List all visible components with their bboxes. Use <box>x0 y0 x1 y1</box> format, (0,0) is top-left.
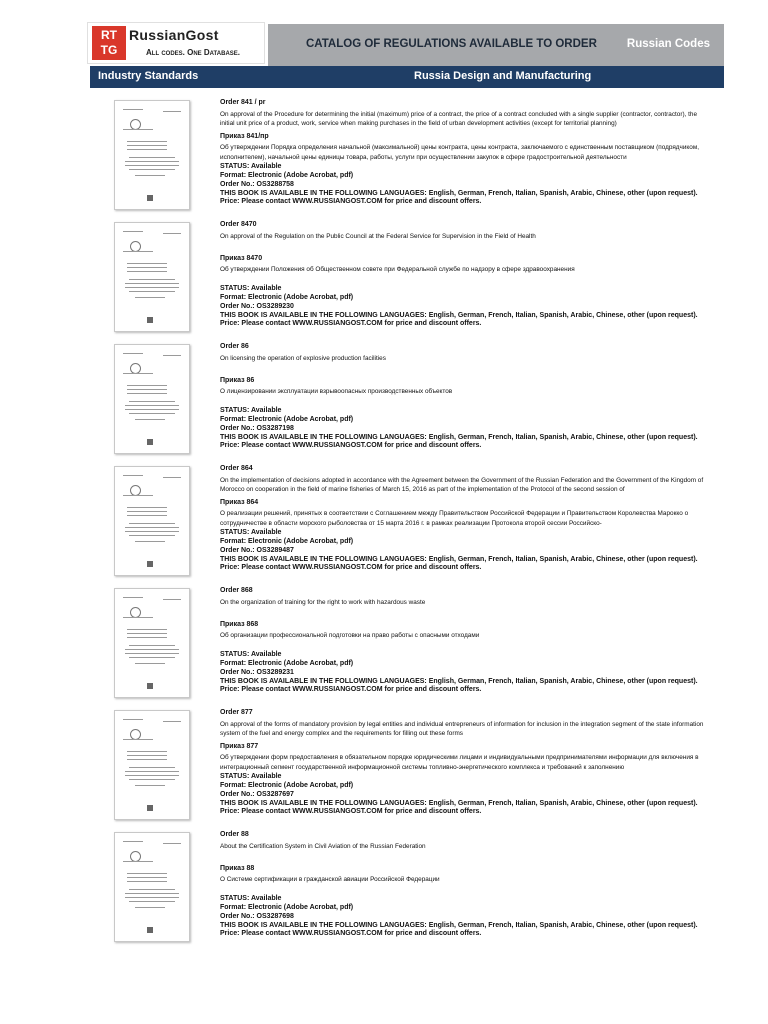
logo[interactable] <box>87 22 265 64</box>
thumbnail-line <box>163 477 181 478</box>
thumbnail-line <box>127 759 167 760</box>
document-thumbnail[interactable] <box>114 710 190 820</box>
thumbnail-line <box>127 515 167 516</box>
order-number-ru: Приказ 864 <box>220 498 259 506</box>
status: STATUS: Available <box>220 773 282 781</box>
thumbnail-line <box>125 283 179 284</box>
thumbnail-line <box>129 901 175 902</box>
entry-text <box>220 220 704 329</box>
description-en: On approval of the Procedure for determining the initial (maximum) price of a contract, the price of a contract concluded with a single supplier (contractor, contractor), the initial unit price of a product, work, service when making purchases in the field of urban development activities (except for territorial planning) <box>220 110 698 128</box>
order-number-en: Order 841 / pr <box>220 99 266 106</box>
thumbnail-line <box>129 535 175 536</box>
entry-text <box>220 98 704 207</box>
logo-tagline: All codes. One Database. <box>146 48 241 57</box>
entry-text <box>220 342 704 451</box>
order-number-en: Order 86 <box>220 343 249 350</box>
price-link[interactable]: Price: Please contact WWW.RUSSIANGOST.COM for price and discount offers. <box>220 686 482 694</box>
thumbnail-line <box>123 719 143 720</box>
order-no: Order No.: OS3289230 <box>220 302 294 310</box>
thumbnail-line <box>123 109 143 110</box>
thumbnail-line <box>127 637 167 638</box>
thumbnail-line <box>125 409 179 410</box>
thumbnail-line <box>127 267 167 268</box>
thumbnail-line <box>127 881 167 882</box>
thumbnail-line <box>129 413 175 414</box>
thumbnail-line <box>125 653 179 654</box>
thumbnail-line <box>147 683 153 689</box>
languages: THIS BOOK IS AVAILABLE IN THE FOLLOWING LANGUAGES: English, German, French, Italian, Spanish, Arabic, Chinese, other (upon request). <box>220 433 698 441</box>
entry-text <box>220 830 704 939</box>
thumbnail-line <box>163 111 181 112</box>
thumbnail-line <box>127 145 167 146</box>
thumbnail-line <box>125 287 179 288</box>
order-number-en: Order 8470 <box>220 221 257 228</box>
thumbnail-line <box>127 141 167 142</box>
thumbnail-line <box>163 599 181 600</box>
thumbnail-line <box>125 649 179 650</box>
thumbnail-line <box>127 873 167 874</box>
thumbnail-line <box>129 401 175 402</box>
thumbnail-line <box>127 751 167 752</box>
thumbnail-line <box>127 511 167 512</box>
order-no: Order No.: OS3289487 <box>220 546 294 554</box>
document-thumbnail[interactable] <box>114 344 190 454</box>
order-number-en: Order 868 <box>220 587 253 594</box>
thumbnail-line <box>163 355 181 356</box>
thumbnail-line <box>125 897 179 898</box>
format: Format: Electronic (Adobe Acrobat, pdf) <box>220 659 354 667</box>
thumbnail-line <box>127 877 167 878</box>
order-number-en: Order 864 <box>220 465 253 472</box>
thumbnail-line <box>147 805 153 811</box>
thumbnail-line <box>125 161 179 162</box>
thumbnail-line <box>125 405 179 406</box>
document-thumbnail[interactable] <box>114 832 190 942</box>
languages: THIS BOOK IS AVAILABLE IN THE FOLLOWING LANGUAGES: English, German, French, Italian, Spanish, Arabic, Chinese, other (upon request). <box>220 311 698 319</box>
order-number-en: Order 88 <box>220 831 249 838</box>
order-number-ru: Приказ 88 <box>220 864 255 872</box>
thumbnail-line <box>125 527 179 528</box>
languages: THIS BOOK IS AVAILABLE IN THE FOLLOWING LANGUAGES: English, German, French, Italian, Spanish, Arabic, Chinese, other (upon request). <box>220 555 698 563</box>
thumbnail-line <box>125 771 179 772</box>
thumbnail-line <box>163 721 181 722</box>
document-thumbnail[interactable] <box>114 100 190 210</box>
thumbnail-line <box>135 785 165 786</box>
thumbnail-line <box>127 263 167 264</box>
catalog-title: CATALOG OF REGULATIONS AVAILABLE TO ORDER <box>306 38 597 50</box>
order-number-ru: Приказ 868 <box>220 620 259 628</box>
thumbnail-line <box>147 317 153 323</box>
thumbnail-line <box>135 297 165 298</box>
thumbnail-line <box>147 561 153 567</box>
price-link[interactable]: Price: Please contact WWW.RUSSIANGOST.COM for price and discount offers. <box>220 808 482 816</box>
order-no: Order No.: OS3287698 <box>220 912 294 920</box>
thumbnail-line <box>123 861 153 862</box>
thumbnail-line <box>135 663 165 664</box>
thumbnail-line <box>123 231 143 232</box>
status: STATUS: Available <box>220 407 282 415</box>
thumbnail-line <box>127 149 167 150</box>
languages: THIS BOOK IS AVAILABLE IN THE FOLLOWING LANGUAGES: English, German, French, Italian, Spanish, Arabic, Chinese, other (upon request). <box>220 189 698 197</box>
thumbnail-line <box>129 645 175 646</box>
format: Format: Electronic (Adobe Acrobat, pdf) <box>220 781 354 789</box>
logo-mark: RT TG <box>92 26 126 60</box>
document-thumbnail[interactable] <box>114 222 190 332</box>
format: Format: Electronic (Adobe Acrobat, pdf) <box>220 903 354 911</box>
thumbnail-line <box>129 767 175 768</box>
order-number-ru: Приказ 877 <box>220 742 259 750</box>
description-en: On the implementation of decisions adopted in accordance with the Agreement between the Government of the Russian Federation and the Government of the Kingdom of Morocco on cooperation in the field of marine fisheries of March 15, 2016 as part of the implementation of the Protocol of the second session of <box>220 476 704 494</box>
thumbnail-line <box>123 251 153 252</box>
thumbnail-line <box>123 353 143 354</box>
price-link[interactable]: Price: Please contact WWW.RUSSIANGOST.COM for price and discount offers. <box>220 930 482 938</box>
thumbnail-line <box>127 389 167 390</box>
thumbnail-line <box>127 633 167 634</box>
order-number-ru: Приказ 841/пр <box>220 132 269 140</box>
thumbnail-line <box>135 541 165 542</box>
description-ru: Об утверждении Порядка определения начальной (максимальной) цены контракта, цены контракта, заключаемого с единственным поставщиком (подрядчиком, исполнителем), начальной цены единицы товара, работы, услуги при осуществлении закупок в сфере градостроительной деятельности <box>220 144 700 161</box>
section-bar <box>90 66 724 88</box>
languages: THIS BOOK IS AVAILABLE IN THE FOLLOWING LANGUAGES: English, German, French, Italian, Spanish, Arabic, Chinese, other (upon request). <box>220 677 698 685</box>
section-russia-design: Russia Design and Manufacturing <box>414 70 592 82</box>
thumbnail-line <box>123 617 153 618</box>
thumbnail-line <box>129 157 175 158</box>
thumbnail-line <box>123 495 153 496</box>
thumbnail-line <box>125 775 179 776</box>
thumbnail-line <box>129 779 175 780</box>
description-ru: О лицензировании эксплуатации взрывоопасных производственных объектов <box>220 388 453 396</box>
order-no: Order No.: OS3287697 <box>220 790 294 798</box>
thumbnail-line <box>129 279 175 280</box>
thumbnail-line <box>127 393 167 394</box>
price-link[interactable]: Price: Please contact WWW.RUSSIANGOST.COM for price and discount offers. <box>220 564 482 572</box>
russian-codes-label: Russian Codes <box>626 38 710 50</box>
status: STATUS: Available <box>220 895 282 903</box>
price-link[interactable]: Price: Please contact WWW.RUSSIANGOST.COM for price and discount offers. <box>220 442 482 450</box>
document-thumbnail[interactable] <box>114 588 190 698</box>
status: STATUS: Available <box>220 285 282 293</box>
thumbnail-line <box>129 169 175 170</box>
order-no: Order No.: OS3287198 <box>220 424 294 432</box>
thumbnail-line <box>125 893 179 894</box>
thumbnail-line <box>127 385 167 386</box>
thumbnail-line <box>129 657 175 658</box>
thumbnail-line <box>123 841 143 842</box>
thumbnail-line <box>127 507 167 508</box>
thumbnail-line <box>129 889 175 890</box>
description-en: About the Certification System in Civil Aviation of the Russian Federation <box>220 842 426 850</box>
thumbnail-line <box>135 175 165 176</box>
status: STATUS: Available <box>220 163 282 171</box>
section-industry-standards: Industry Standards <box>98 70 199 82</box>
description-ru: Об организации профессиональной подготовки на право работы с опасными отходами <box>220 632 480 640</box>
description-en: On the organization of training for the right to work with hazardous waste <box>220 598 426 606</box>
thumbnail-line <box>127 755 167 756</box>
thumbnail-line <box>163 233 181 234</box>
order-no: Order No.: OS3288758 <box>220 180 294 188</box>
description-en: On approval of the forms of mandatory provision by legal entities and individual entrepreneurs of information for inclusion in the integration segment of the state information system of the fuel and energy complex and the requirements for filling out these forms <box>220 720 704 738</box>
thumbnail-line <box>123 129 153 130</box>
thumbnail-line <box>125 165 179 166</box>
description-en: On licensing the operation of explosive production facilities <box>220 354 386 362</box>
price-link[interactable]: Price: Please contact WWW.RUSSIANGOST.COM for price and discount offers. <box>220 320 482 328</box>
description-ru: Об утверждении Положения об Общественном совете при Федеральной службе по надзору в сфере здравоохранения <box>220 266 575 274</box>
thumbnail-line <box>129 291 175 292</box>
entry-text <box>220 464 704 573</box>
order-no: Order No.: OS3289231 <box>220 668 294 676</box>
thumbnail-line <box>147 927 153 933</box>
thumbnail-line <box>135 907 165 908</box>
order-number-ru: Приказ 8470 <box>220 254 263 262</box>
order-number-ru: Приказ 86 <box>220 376 255 384</box>
entry-text <box>220 708 704 817</box>
thumbnail-line <box>123 373 153 374</box>
description-ru: О реализации решений, принятых в соответствии с Соглашением между Правительством Российской Федерации и Правительством Королевства Марокко о сотрудничестве в области морского рыболовства от 15 марта 2016 г. в рамках реализации Протокола второй сессии Российско- <box>220 510 689 527</box>
status: STATUS: Available <box>220 651 282 659</box>
entry-text <box>220 586 704 695</box>
thumbnail-line <box>147 195 153 201</box>
format: Format: Electronic (Adobe Acrobat, pdf) <box>220 171 354 179</box>
format: Format: Electronic (Adobe Acrobat, pdf) <box>220 293 354 301</box>
thumbnail-line <box>127 629 167 630</box>
thumbnail-line <box>127 271 167 272</box>
languages: THIS BOOK IS AVAILABLE IN THE FOLLOWING LANGUAGES: English, German, French, Italian, Spanish, Arabic, Chinese, other (upon request). <box>220 799 698 807</box>
header-banner <box>268 24 724 66</box>
thumbnail-line <box>123 597 143 598</box>
thumbnail-line <box>125 531 179 532</box>
price-link[interactable]: Price: Please contact WWW.RUSSIANGOST.COM for price and discount offers. <box>220 198 482 206</box>
languages: THIS BOOK IS AVAILABLE IN THE FOLLOWING LANGUAGES: English, German, French, Italian, Spanish, Arabic, Chinese, other (upon request). <box>220 921 698 929</box>
thumbnail-line <box>123 739 153 740</box>
thumbnail-line <box>135 419 165 420</box>
format: Format: Electronic (Adobe Acrobat, pdf) <box>220 537 354 545</box>
description-ru: Об утверждении форм предоставления в обязательном порядке юридическими лицами и индивидуальными предпринимателями информации для включения в интеграционный сегмент государственной информационной системы топливно-энергетического комплекса и требований к заполнению <box>220 754 699 771</box>
thumbnail-line <box>123 475 143 476</box>
document-thumbnail[interactable] <box>114 466 190 576</box>
description-ru: О Системе сертификации в гражданской авиации Российской Федерации <box>220 876 440 884</box>
thumbnail-line <box>163 843 181 844</box>
description-en: On approval of the Regulation on the Public Council at the Federal Service for Supervision in the Field of Health <box>220 232 536 240</box>
logo-name: RussianGost <box>129 27 219 43</box>
order-number-en: Order 877 <box>220 709 253 716</box>
status: STATUS: Available <box>220 529 282 537</box>
format: Format: Electronic (Adobe Acrobat, pdf) <box>220 415 354 423</box>
thumbnail-line <box>147 439 153 445</box>
thumbnail-line <box>129 523 175 524</box>
